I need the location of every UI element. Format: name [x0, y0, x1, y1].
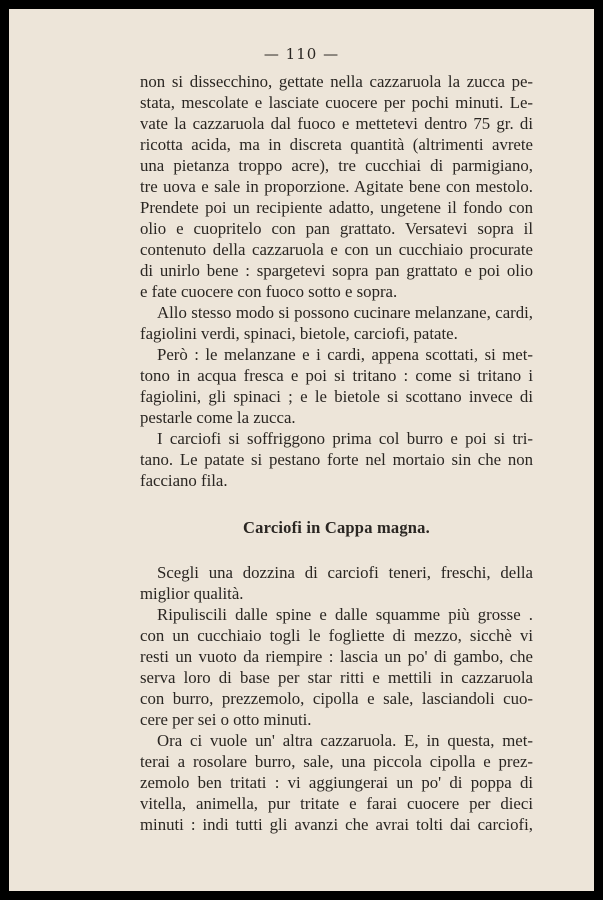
paragraph: [140, 730, 533, 835]
text-line: minuti : indi tutti gli avanzi che avrai tolti dai carciofi,: [140, 815, 533, 834]
text-line: fagiolini verdi, spinaci, bietole, carciofi, patate.: [140, 324, 458, 343]
text-line: olio e cuopritelo con pan grattato. Versatevi sopra il: [140, 219, 533, 238]
paragraph: [140, 604, 533, 730]
text-line: cere per sei o otto minuti.: [140, 710, 312, 729]
paragraph: [140, 344, 533, 428]
text-line: non si dissecchino, gettate nella cazzaruola la zucca pe-: [140, 72, 533, 91]
text-line: con un cucchiaio togli le fogliette di mezzo, sicchè vi: [140, 626, 533, 645]
text-line: con burro, prezzemolo, cipolla e sale, lasciandoli cuo-: [140, 689, 533, 708]
text-line: Prendete poi un recipiente adatto, ungetene il fondo con: [140, 198, 533, 217]
text-line: di unirlo bene : spargetevi sopra pan grattato e poi olio: [140, 261, 533, 280]
text-line: Però : le melanzane e i cardi, appena scottati, si met-: [157, 345, 533, 364]
top-section: [140, 71, 533, 491]
text-line: vate la cazzaruola dal fuoco e mettetevi dentro 75 gr. di: [140, 114, 533, 133]
text-line: tre uova e sale in proporzione. Agitate bene con mestolo.: [140, 177, 533, 196]
page-body: [140, 71, 533, 835]
text-line: terai a rosolare burro, sale, una piccola cipolla e prez-: [140, 752, 533, 771]
text-line: miglior qualità.: [140, 584, 244, 603]
text-line: contenuto della cazzaruola e con un cucchiaio procurate: [140, 240, 533, 259]
text-line: Ripuliscili dalle spine e dalle squamme più grosse .: [157, 605, 533, 624]
paragraph: [140, 428, 533, 491]
bottom-section: [140, 562, 533, 835]
text-line: pestarle come la zucca.: [140, 408, 296, 427]
text-line: resti un vuoto da riempire : lascia un po' di gambo, che: [140, 647, 533, 666]
book-page: [9, 9, 594, 891]
text-line: serva loro di base per star ritti e mettili in cazzaruola: [140, 668, 533, 687]
text-line: e fate cuocere con fuoco sotto e sopra.: [140, 282, 398, 301]
text-line: tono in acqua fresca e poi si tritano : come si tritano i: [140, 366, 533, 385]
paragraph: [140, 71, 533, 302]
text-line: Allo stesso modo si possono cucinare melanzane, cardi,: [157, 303, 533, 322]
text-line: tano. Le patate si pestano forte nel mortaio sin che non: [140, 450, 533, 469]
paragraph: [140, 302, 533, 344]
text-line: una pietanza troppo acre), tre cucchiai di parmigiano,: [140, 156, 533, 175]
section-heading: Carciofi in Cappa magna.: [243, 518, 430, 537]
text-line: I carciofi si soffriggono prima col burro e poi si tri-: [157, 429, 533, 448]
text-line: facciano fila.: [140, 471, 228, 490]
text-line: fagiolini, gli spinaci ; e le bietole si scottano invece di: [140, 387, 533, 406]
text-line: vitella, animella, pur tritate e farai cuocere per dieci: [140, 794, 533, 813]
text-line: Ora ci vuole un' altra cazzaruola. E, in questa, met-: [157, 731, 533, 750]
text-line: Scegli una dozzina di carciofi teneri, freschi, della: [157, 563, 533, 582]
page-number: — 110 —: [263, 45, 340, 63]
paragraph: [140, 562, 533, 604]
text-line: zemolo ben tritati : vi aggiungerai un po' di poppa di: [140, 773, 533, 792]
text-line: stata, mescolate e lasciate cuocere per pochi minuti. Le-: [140, 93, 533, 112]
text-line: ricotta acida, ma in discreta quantità (altrimenti avrete: [140, 135, 533, 154]
